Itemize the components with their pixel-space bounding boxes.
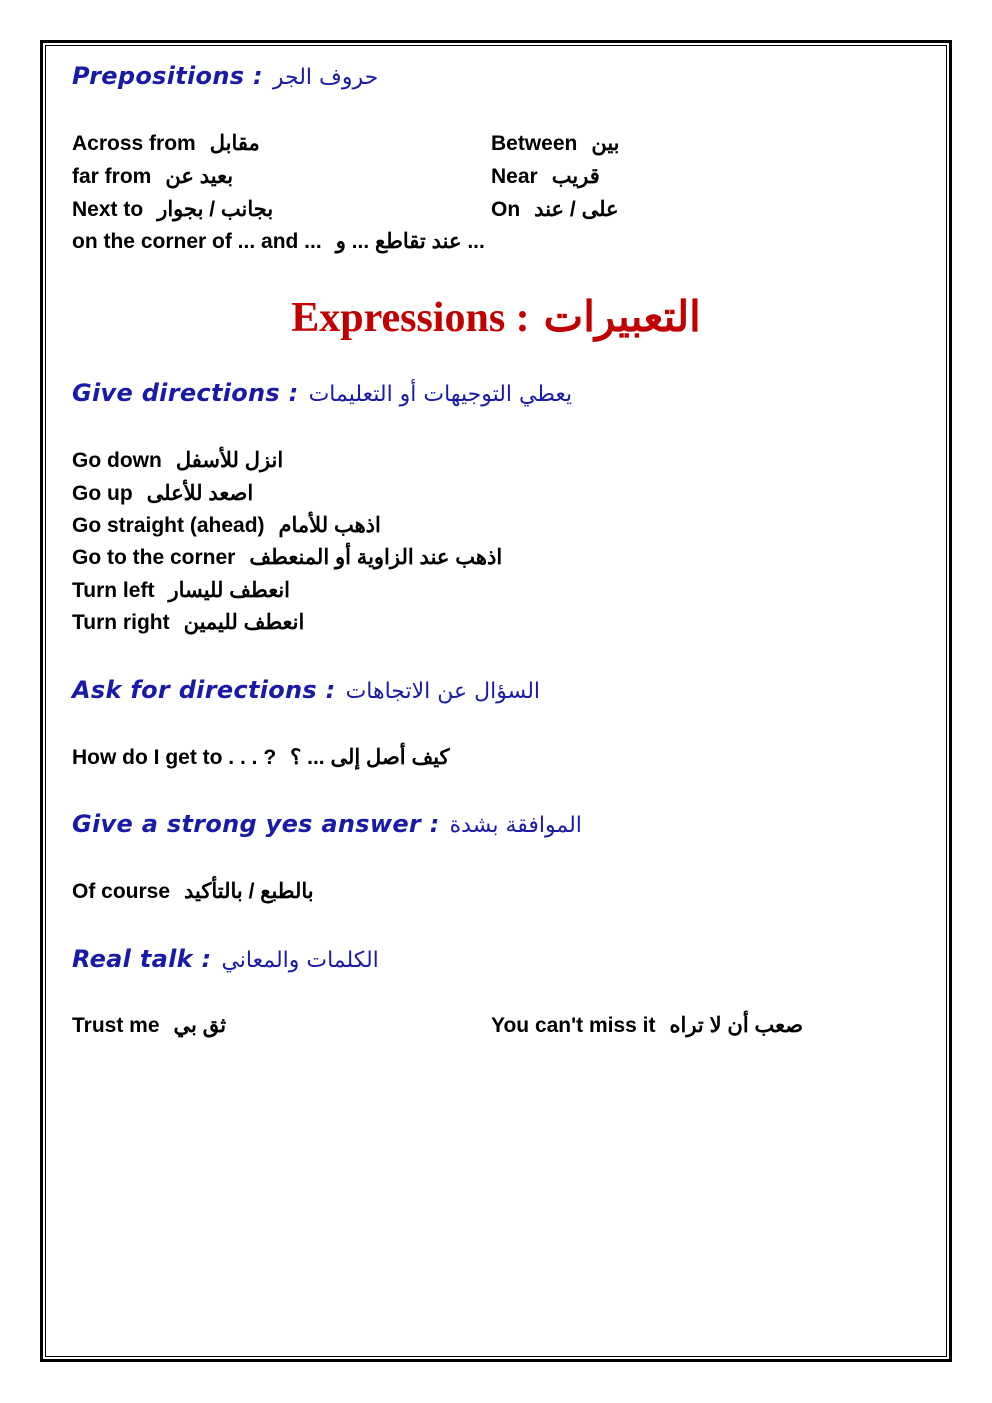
prepositions-heading xyxy=(72,62,378,90)
give-directions-heading-ar: يعطي التوجيهات أو التعليمات xyxy=(308,382,573,407)
real-talk-heading xyxy=(72,945,379,973)
preposition-row xyxy=(491,164,600,189)
direction-ar: انعطف لليسار xyxy=(168,579,291,602)
ask-ar: كيف أصل إلى ... ؟ xyxy=(290,746,450,769)
direction-en: Turn left xyxy=(72,579,155,602)
preposition-row xyxy=(72,164,233,189)
real-talk-ar: صعب أن لا تراه xyxy=(669,1014,804,1037)
preposition-ar: مقابل xyxy=(209,132,260,155)
ask-directions-heading xyxy=(72,676,540,704)
give-directions-heading-en: Give directions : xyxy=(72,379,299,407)
direction-row xyxy=(72,610,304,635)
real-talk-row xyxy=(72,1013,226,1038)
direction-en: Turn right xyxy=(72,611,170,634)
expressions-title-en: Expressions : xyxy=(291,295,530,341)
direction-ar: اذهب عند الزاوية أو المنعطف xyxy=(249,546,503,569)
preposition-row xyxy=(491,197,619,222)
ask-directions-heading-ar: السؤال عن الاتجاهات xyxy=(345,679,541,704)
direction-row xyxy=(72,448,283,473)
preposition-ar: على / عند xyxy=(534,198,619,221)
strong-yes-en: Of course xyxy=(72,880,171,903)
direction-row xyxy=(72,481,253,506)
real-talk-en: Trust me xyxy=(72,1014,160,1037)
real-talk-en: You can't miss it xyxy=(491,1014,656,1037)
preposition-en: Near xyxy=(491,165,538,188)
preposition-row xyxy=(72,197,273,222)
direction-en: Go up xyxy=(72,482,133,505)
prepositions-heading-ar: حروف الجر xyxy=(272,65,379,90)
strong-yes-ar: بالطبع / بالتأكيد xyxy=(184,880,314,903)
direction-ar: اذهب للأمام xyxy=(278,514,381,537)
preposition-en: far from xyxy=(72,165,152,188)
preposition-row xyxy=(72,131,260,156)
preposition-en: Between xyxy=(491,132,578,155)
direction-ar: اصعد للأعلى xyxy=(146,482,254,505)
preposition-en: On xyxy=(491,198,521,221)
direction-row xyxy=(72,513,381,538)
strong-yes-heading-ar: الموافقة بشدة xyxy=(449,813,582,838)
strong-yes-heading xyxy=(72,810,582,838)
preposition-en: on the corner of ... and ... xyxy=(72,230,322,253)
strong-yes-heading-en: Give a strong yes answer : xyxy=(72,810,440,838)
preposition-row xyxy=(491,131,620,156)
direction-ar: انزل للأسفل xyxy=(175,449,284,472)
direction-en: Go straight (ahead) xyxy=(72,514,265,537)
strong-yes-row xyxy=(72,879,314,904)
preposition-en: Across from xyxy=(72,132,196,155)
real-talk-heading-en: Real talk : xyxy=(72,945,212,973)
real-talk-row xyxy=(491,1013,803,1038)
expressions-title-ar: التعبيرات xyxy=(543,295,701,341)
ask-en: How do I get to . . . ? xyxy=(72,746,277,769)
direction-ar: انعطف لليمين xyxy=(183,611,305,634)
ask-row xyxy=(72,745,450,770)
real-talk-heading-ar: الكلمات والمعاني xyxy=(221,948,379,973)
direction-en: Go to the corner xyxy=(72,546,236,569)
prepositions-heading-en: Prepositions : xyxy=(72,62,263,90)
preposition-ar: بين xyxy=(591,132,620,155)
preposition-ar: بعيد عن xyxy=(165,165,234,188)
preposition-ar: قريب xyxy=(551,165,600,188)
real-talk-ar: ثق بي xyxy=(173,1014,227,1037)
give-directions-heading xyxy=(72,379,572,407)
expressions-title xyxy=(0,292,992,342)
preposition-en: Next to xyxy=(72,198,144,221)
preposition-ar: عند تقاطع ... و ... xyxy=(335,230,485,253)
direction-en: Go down xyxy=(72,449,162,472)
ask-directions-heading-en: Ask for directions : xyxy=(72,676,336,704)
preposition-row xyxy=(72,229,485,254)
direction-row xyxy=(72,545,502,570)
preposition-ar: بجانب / بجوار xyxy=(157,198,274,221)
direction-row xyxy=(72,578,290,603)
